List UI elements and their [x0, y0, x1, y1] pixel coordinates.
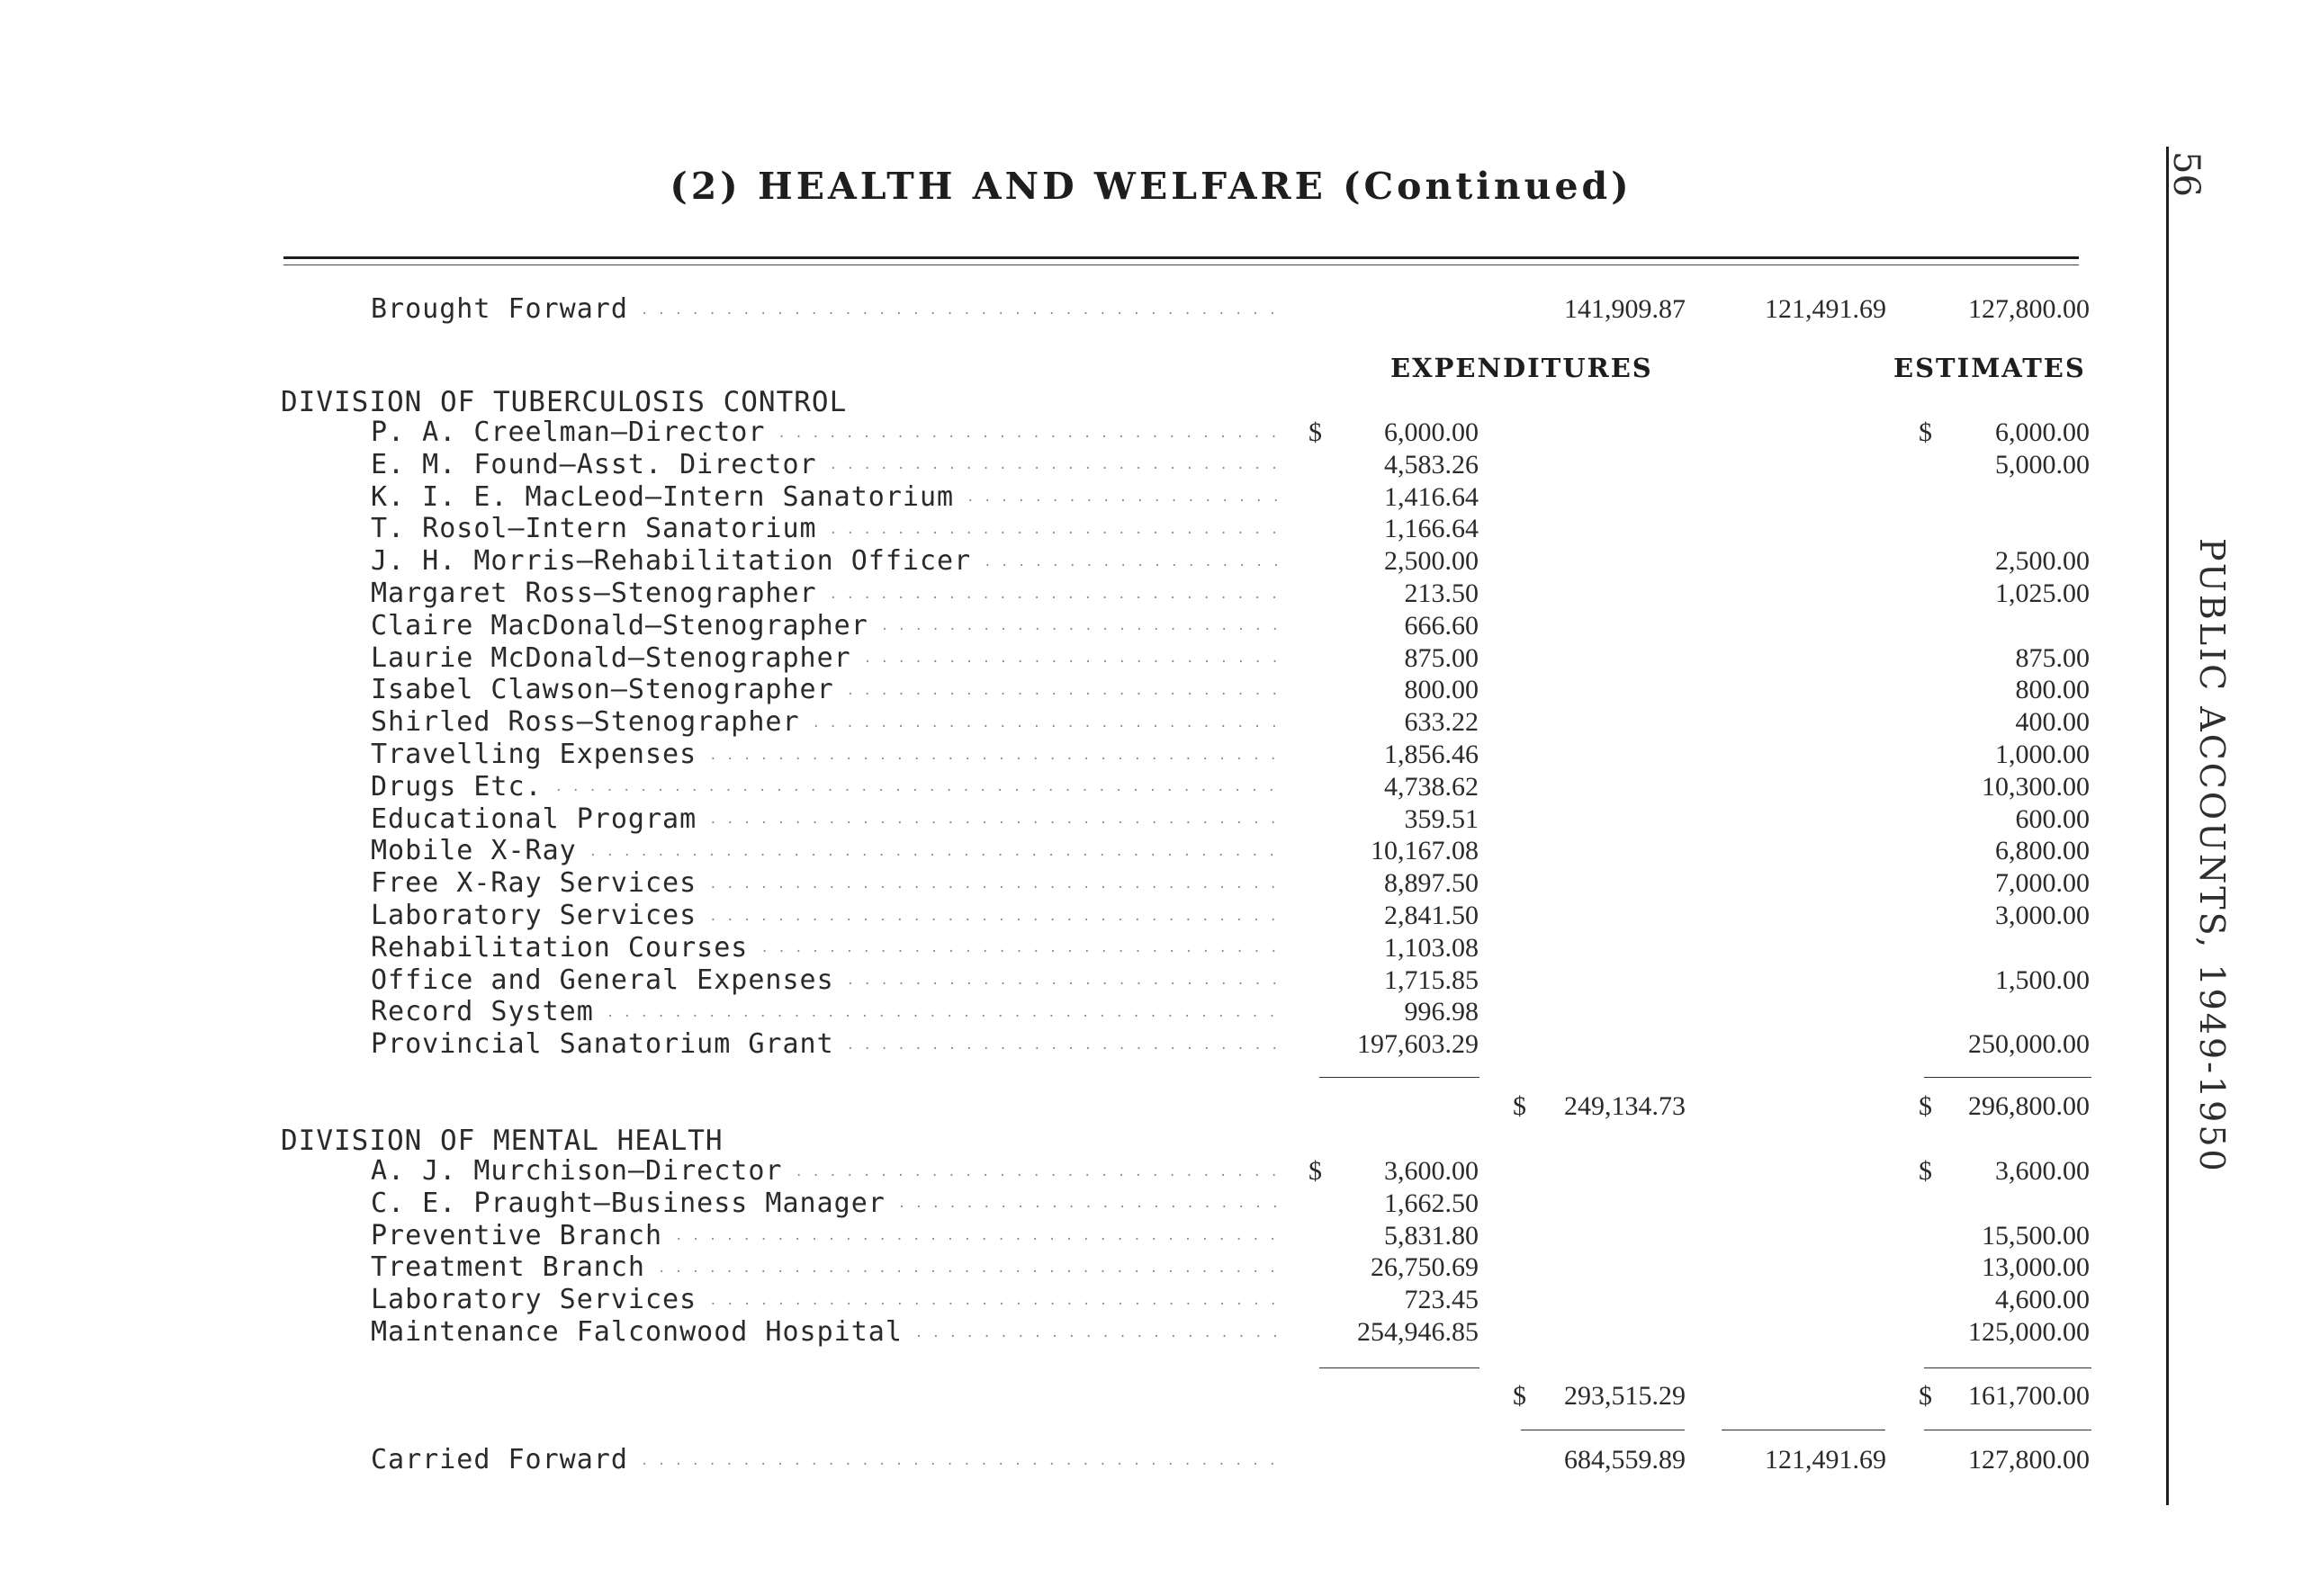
ledger-row — [0, 481, 2302, 514]
item-expenditure: 8,897.50 — [1384, 868, 1479, 899]
item-expenditure: 2,841.50 — [1384, 901, 1479, 930]
item-expenditure: 26,750.69 — [1371, 1252, 1479, 1283]
currency-symbol: $ — [1919, 1156, 1932, 1186]
item-label: Laurie McDonald—Stenographer . . . — [371, 642, 1280, 676]
item-label: J. H. Morris—Rehabilitation Officer . . . — [371, 545, 1280, 578]
item-estimate: 125,000.00 — [1968, 1317, 2090, 1347]
item-expenditure: 1,662.50 — [1384, 1188, 1479, 1218]
item-label: P. A. Creelman—Director . . . — [371, 417, 1280, 450]
item-label: Rehabilitation Courses . . . — [371, 932, 1280, 965]
mh-division-heading: DIVISION OF MENTAL HEALTH — [281, 1125, 724, 1157]
item-label: Preventive Branch . . . — [371, 1220, 1280, 1253]
item-estimate: 5,000.00 — [1995, 449, 2090, 480]
brought-forward-expenditure: 141,909.87 — [1564, 294, 1686, 324]
ledger-row — [0, 417, 2302, 449]
item-label: Isabel Clawson—Stenographer . . . — [371, 674, 1280, 707]
brought-forward-row — [0, 293, 2302, 326]
item-estimate: 400.00 — [2015, 707, 2090, 738]
item-estimate: 800.00 — [2015, 675, 2090, 705]
item-expenditure: 1,416.64 — [1384, 481, 1479, 512]
item-label: K. I. E. MacLeod—Intern Sanatorium . . . — [371, 481, 1280, 515]
item-expenditure: 1,103.08 — [1384, 932, 1479, 963]
item-label: Drugs Etc. . . . — [371, 771, 1280, 804]
carried-forward-expenditure: 684,559.89 — [1564, 1445, 1686, 1475]
ledger-row — [0, 1155, 2302, 1188]
mh-total-estimate: 161,700.00 — [1968, 1381, 2090, 1411]
item-expenditure: 1,856.46 — [1384, 740, 1479, 769]
page-title: (2) HEALTH AND WELFARE (Continued) — [670, 165, 1632, 208]
carried-forward-row — [0, 1444, 2302, 1476]
item-expenditure: 723.45 — [1404, 1285, 1479, 1315]
ledger-row — [0, 932, 2302, 964]
item-label: E. M. Found—Asst. Director . . . — [371, 449, 1280, 482]
carried-forward-estimate: 127,800.00 — [1968, 1445, 2090, 1475]
item-expenditure: 633.22 — [1404, 707, 1479, 738]
ledger-row — [0, 1251, 2302, 1284]
item-estimate: 6,000.00 — [1995, 417, 2090, 447]
item-label: Free X-Ray Services . . . — [371, 867, 1280, 901]
item-label: Educational Program . . . — [371, 803, 1280, 837]
item-estimate: 1,500.00 — [1995, 964, 2090, 995]
header-rule — [283, 256, 2079, 259]
item-label: A. J. Murchison—Director . . . — [371, 1155, 1280, 1188]
currency-symbol: $ — [1919, 1381, 1932, 1411]
ledger-row — [0, 867, 2302, 900]
ledger-row — [0, 642, 2302, 675]
currency-symbol: $ — [1513, 1091, 1526, 1121]
item-estimate: 2,500.00 — [1995, 546, 2090, 577]
item-estimate: 4,600.00 — [1995, 1285, 2090, 1315]
running-title: PUBLIC ACCOUNTS, 1949-1950 — [2192, 538, 2232, 1174]
item-expenditure: 800.00 — [1404, 675, 1479, 705]
ledger-row — [0, 545, 2302, 578]
item-label: Claire MacDonald—Stenographer . . . — [371, 610, 1280, 643]
item-estimate: 250,000.00 — [1968, 1029, 2090, 1060]
item-label: Record System . . . — [371, 996, 1280, 1029]
currency-symbol: $ — [1919, 1091, 1932, 1121]
mh-subtotal-rule — [1319, 1367, 1479, 1368]
item-expenditure: 10,167.08 — [1371, 836, 1479, 866]
item-label: Mobile X-Ray . . . — [371, 835, 1280, 868]
mh-estimate-subtotal-rule — [1924, 1367, 2091, 1368]
tb-estimate-subtotal-rule — [1924, 1077, 2091, 1078]
ledger-row — [0, 578, 2302, 610]
item-expenditure: 3,600.00 — [1384, 1156, 1479, 1186]
expenditures-heading: EXPENDITURES — [1390, 353, 1653, 383]
item-estimate: 1,000.00 — [1995, 740, 2090, 769]
page-number: 56 — [2165, 151, 2207, 197]
ledger-row — [0, 835, 2302, 867]
item-label: Laboratory Services . . . — [371, 900, 1280, 933]
item-estimate: 13,000.00 — [1982, 1252, 2090, 1283]
item-expenditure: 875.00 — [1404, 642, 1479, 673]
item-expenditure: 996.98 — [1404, 997, 1479, 1027]
tb-total-estimate: 296,800.00 — [1968, 1091, 2090, 1121]
ledger-row — [0, 996, 2302, 1028]
ledger-row — [0, 1220, 2302, 1252]
currency-symbol: $ — [1919, 417, 1932, 447]
item-label: Maintenance Falconwood Hospital . . . — [371, 1316, 1280, 1349]
item-label: Laboratory Services . . . — [371, 1284, 1280, 1317]
ledger-row — [0, 803, 2302, 836]
ledger-row — [0, 674, 2302, 706]
tb-subtotal-rule — [1319, 1077, 1479, 1078]
ledger-row — [0, 739, 2302, 771]
ledger-row — [0, 771, 2302, 803]
carried-forward-label: Carried Forward . . . — [371, 1444, 1280, 1477]
ledger-row — [0, 964, 2302, 997]
item-label: Margaret Ross—Stenographer . . . — [371, 578, 1280, 611]
item-expenditure: 197,603.29 — [1357, 1029, 1479, 1060]
currency-symbol: $ — [1308, 1156, 1322, 1186]
item-expenditure: 4,583.26 — [1384, 449, 1479, 480]
item-expenditure: 666.60 — [1404, 610, 1479, 641]
item-estimate: 15,500.00 — [1982, 1220, 2090, 1251]
item-label: Office and General Expenses . . . — [371, 964, 1280, 998]
estimates-heading: ESTIMATES — [1893, 353, 2086, 383]
item-estimate: 7,000.00 — [1995, 868, 2090, 899]
item-expenditure: 4,738.62 — [1384, 771, 1479, 802]
brought-forward-label: Brought Forward . . . — [371, 293, 1280, 327]
item-expenditure: 254,946.85 — [1357, 1317, 1479, 1347]
item-label: Treatment Branch . . . — [371, 1251, 1280, 1285]
item-estimate: 600.00 — [2015, 803, 2090, 834]
item-label: C. E. Praught—Business Manager . . . — [371, 1188, 1280, 1221]
ledger-row — [0, 900, 2302, 932]
mh-total-row — [0, 1380, 2302, 1412]
item-expenditure: 2,500.00 — [1384, 546, 1479, 577]
item-estimate: 3,000.00 — [1995, 901, 2090, 930]
mh-total-expenditure: 293,515.29 — [1564, 1381, 1686, 1411]
item-expenditure: 1,166.64 — [1384, 514, 1479, 544]
item-label: Provincial Sanatorium Grant . . . — [371, 1028, 1280, 1062]
ledger-row — [0, 706, 2302, 739]
item-expenditure: 359.51 — [1404, 803, 1479, 834]
ledger-row — [0, 449, 2302, 481]
item-label: Travelling Expenses . . . — [371, 739, 1280, 772]
ledger-row — [0, 513, 2302, 545]
ledger-row — [0, 1284, 2302, 1316]
item-estimate: 10,300.00 — [1982, 771, 2090, 802]
item-estimate: 1,025.00 — [1995, 578, 2090, 608]
ledger-row — [0, 610, 2302, 642]
ledger-row — [0, 1316, 2302, 1349]
item-estimate: 6,800.00 — [1995, 836, 2090, 866]
tb-total-row — [0, 1090, 2302, 1123]
item-label: Shirled Ross—Stenographer . . . — [371, 706, 1280, 740]
carried-forward-col3: 121,491.69 — [1765, 1445, 1886, 1475]
currency-symbol: $ — [1513, 1381, 1526, 1411]
ledger-row — [0, 1188, 2302, 1220]
item-estimate: 3,600.00 — [1995, 1156, 2090, 1186]
item-label: T. Rosol—Intern Sanatorium . . . — [371, 513, 1280, 546]
brought-forward-estimate: 127,800.00 — [1968, 294, 2090, 324]
currency-symbol: $ — [1308, 417, 1322, 447]
brought-forward-col3: 121,491.69 — [1765, 294, 1886, 324]
item-expenditure: 1,715.85 — [1384, 964, 1479, 995]
tb-total-expenditure: 249,134.73 — [1564, 1091, 1686, 1121]
item-expenditure: 6,000.00 — [1384, 417, 1479, 447]
ledger-row — [0, 1028, 2302, 1061]
item-estimate: 875.00 — [2015, 642, 2090, 673]
item-expenditure: 5,831.80 — [1384, 1220, 1479, 1251]
item-expenditure: 213.50 — [1404, 578, 1479, 608]
tb-division-heading: DIVISION OF TUBERCULOSIS CONTROL — [281, 386, 848, 418]
